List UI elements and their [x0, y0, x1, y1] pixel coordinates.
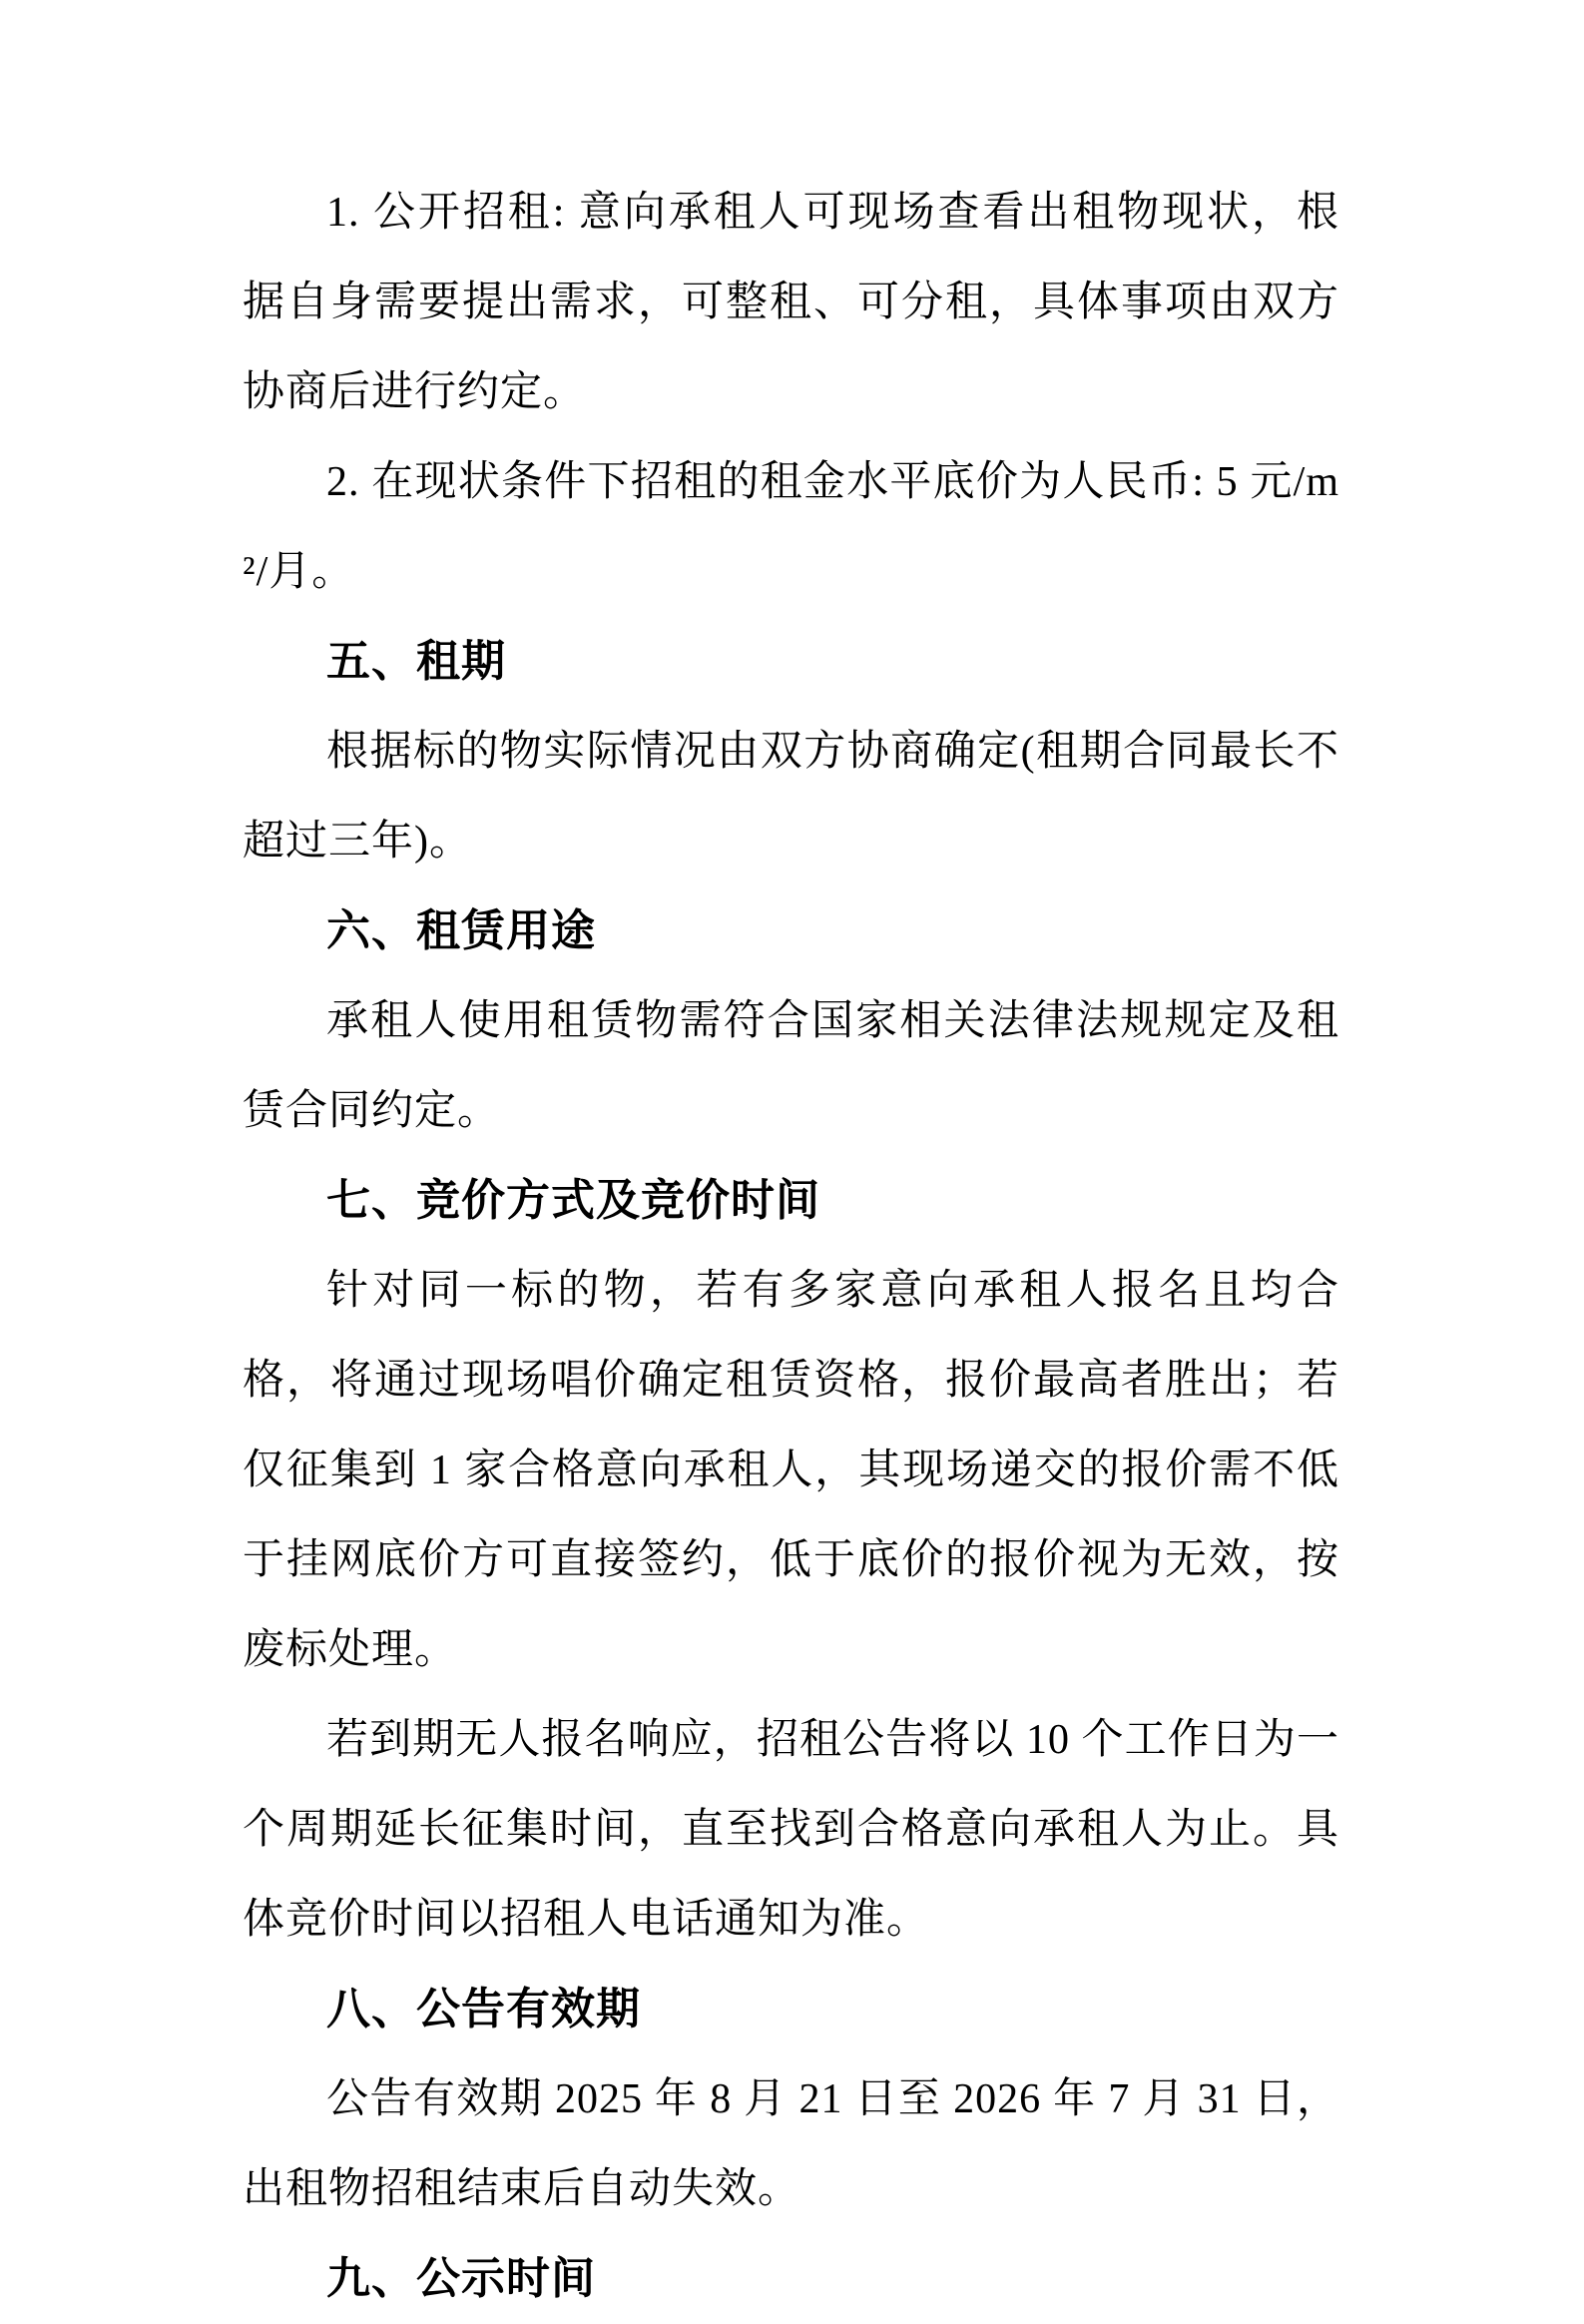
body-paragraph: 公告有效期 2025 年 8 月 21 日至 2026 年 7 月 31 日，出租物招租结束后自动失效。	[243, 2076, 1339, 2212]
section-heading: 五、租期	[326, 637, 506, 686]
section-heading: 六、租赁用途	[326, 906, 596, 955]
body-paragraph: 若到期无人报名响应，招租公告将以 10 个工作日为一个周期延长征集时间，直至找到合格意向承租人为止。具体竞价时间以招租人电话通知为准。	[243, 1717, 1339, 1943]
section-heading: 七、竞价方式及竞价时间	[326, 1176, 820, 1225]
body-paragraph: 承租人使用租赁物需符合国家相关法律法规规定及租赁合同约定。	[243, 998, 1339, 1134]
body-paragraph: 2. 在现状条件下招租的租金水平底价为人民币: 5 元/m²/月。	[243, 459, 1339, 595]
body-paragraph: 针对同一标的物，若有多家意向承租人报名且均合格，将通过现场唱价确定租赁资格，报价最高者胜出；若仅征集到 1 家合格意向承租人，其现场递交的报价需不低于挂网底价方可直接签约，低于底价的报价视为无效，按废标处理。	[243, 1268, 1339, 1673]
body-paragraph: 根据标的物实际情况由双方协商确定(租期合同最长不超过三年)。	[243, 729, 1339, 865]
body-paragraph: 1. 公开招租: 意向承租人可现场查看出租物现状，根据自身需要提出需求，可整租、可分租，具体事项由双方协商后进行约定。	[243, 190, 1339, 415]
document-body	[243, 168, 1339, 2324]
section-heading: 八、公告有效期	[326, 1985, 641, 2034]
section-heading: 九、公示时间	[326, 2254, 596, 2303]
